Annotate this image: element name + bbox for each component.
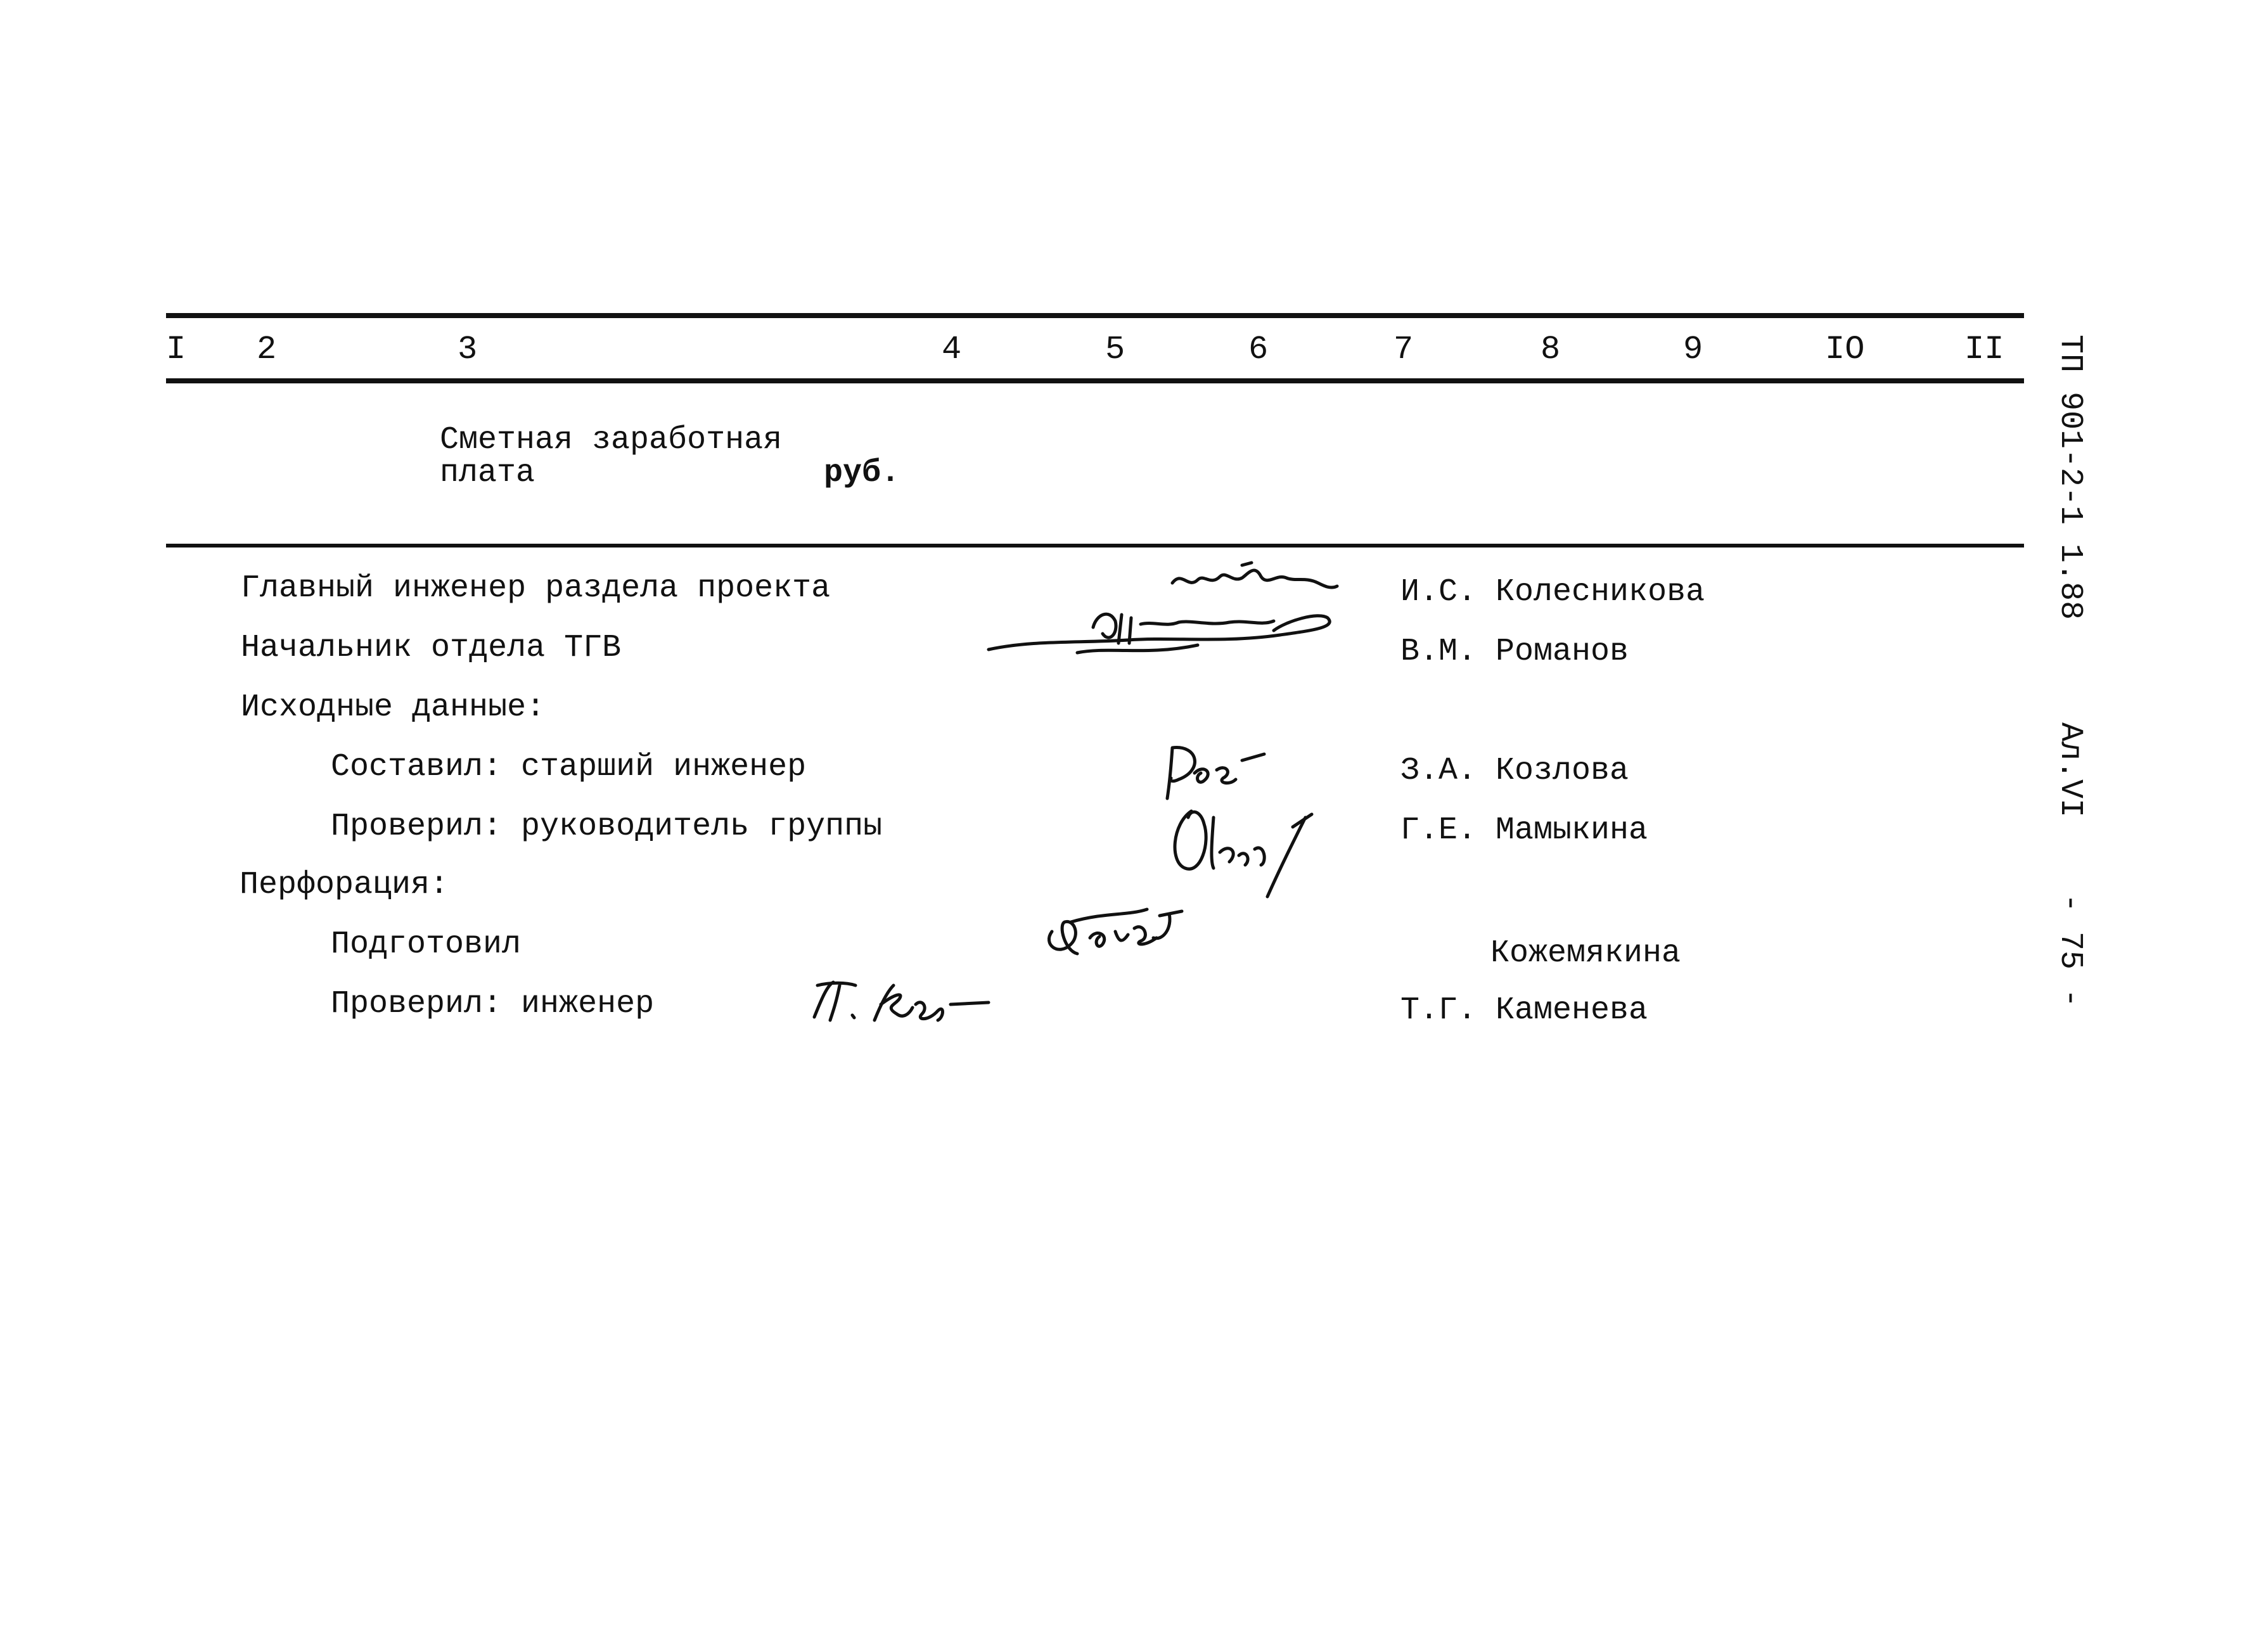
- compiled-by-role: Составил: старший инженер: [331, 749, 807, 785]
- document-code: ТП 901-2-1 1.88: [2052, 335, 2088, 620]
- prepared-by-name: Кожемякина: [1490, 935, 1681, 971]
- perforation-heading: Перфорация:: [240, 867, 449, 903]
- column-number-9: 9: [1683, 331, 1703, 368]
- column-number-1: I: [166, 331, 186, 368]
- department-head-name: В.М. Романов: [1400, 634, 1629, 670]
- column-number-10: IO: [1825, 331, 1865, 368]
- album-number: Ал.VI: [2052, 722, 2088, 818]
- table-bottom-rule: [166, 544, 2024, 548]
- row-name-line2: плата: [440, 455, 535, 491]
- chief-engineer-role: Главный инженер раздела проекта: [241, 570, 831, 606]
- page-number: - 75 -: [2052, 893, 2088, 1008]
- source-data-heading: Исходные данные:: [241, 689, 546, 726]
- perforation-checked-by-role: Проверил: инженер: [331, 986, 655, 1022]
- row-unit: руб.: [824, 455, 900, 491]
- header-bottom-rule: [166, 378, 2024, 383]
- signature-romanov: [982, 596, 1343, 665]
- signature-mamykina: [1166, 792, 1318, 900]
- department-head-role: Начальник отдела ТГВ: [241, 630, 622, 666]
- signature-kozhemyakina: [1039, 893, 1204, 963]
- group-checked-by-role: Проверил: руководитель группы: [331, 809, 883, 845]
- column-number-11: II: [1964, 331, 2004, 368]
- row-name-line1: Сметная заработная: [440, 422, 783, 458]
- prepared-by-role: Подготовил: [331, 926, 522, 963]
- column-number-7: 7: [1393, 331, 1414, 368]
- chief-engineer-name: И.С. Колесникова: [1400, 574, 1705, 610]
- header-top-rule: [166, 313, 2024, 318]
- group-checked-by-name: Г.Е. Мамыкина: [1400, 812, 1648, 849]
- column-number-3: 3: [458, 331, 478, 368]
- column-number-2: 2: [257, 331, 277, 368]
- compiled-by-name: З.А. Козлова: [1400, 753, 1629, 789]
- column-number-8: 8: [1541, 331, 1561, 368]
- signature-kameneva: [805, 970, 995, 1033]
- column-number-5: 5: [1105, 331, 1125, 368]
- column-number-6: 6: [1248, 331, 1269, 368]
- column-number-4: 4: [942, 331, 962, 368]
- perforation-checked-by-name: Т.Г. Каменева: [1400, 992, 1648, 1028]
